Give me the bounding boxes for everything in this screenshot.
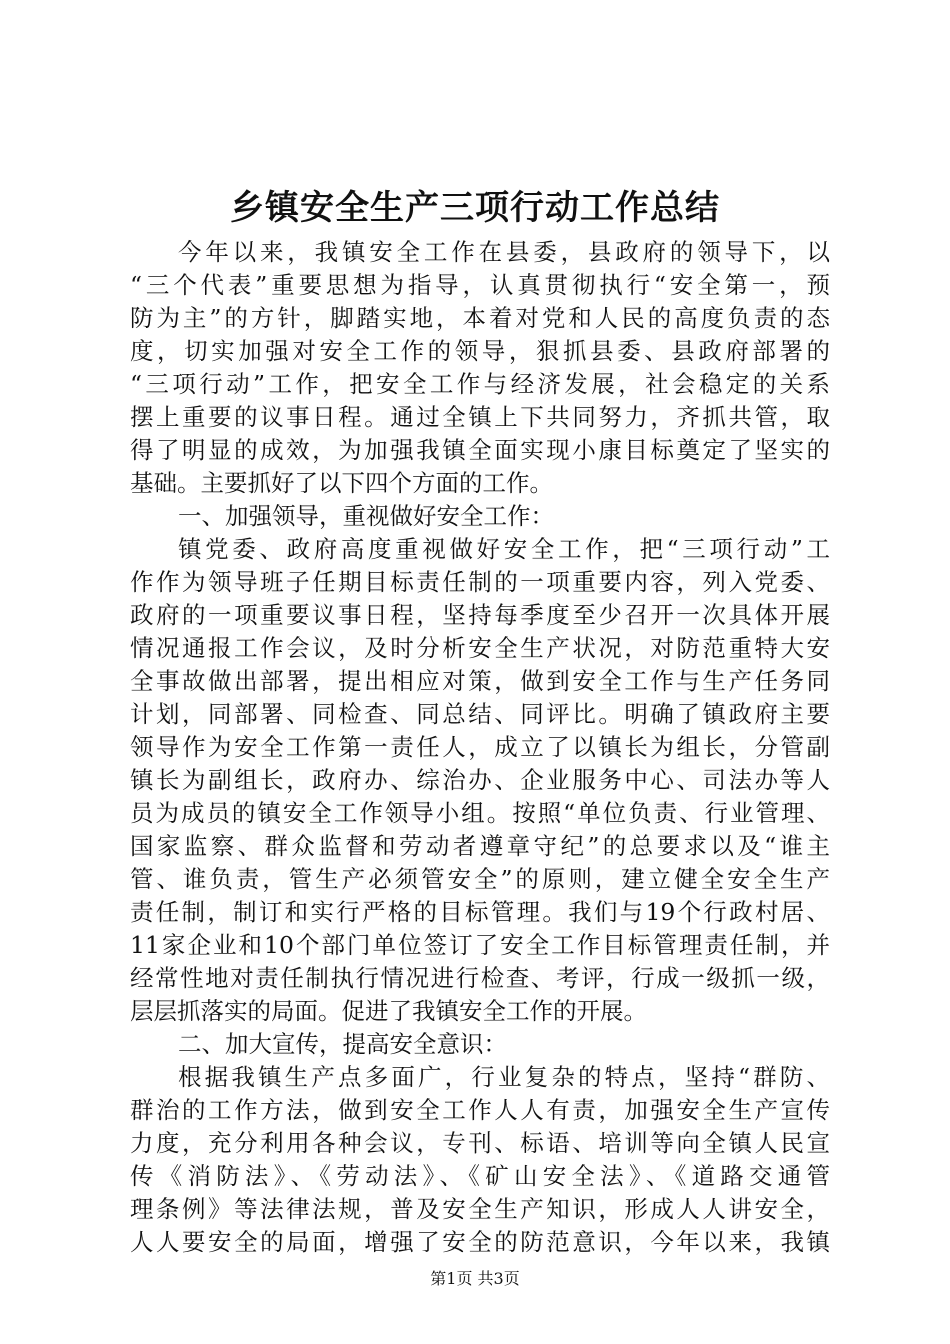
text-line: 国家监察、群众监督和劳动者遵章守纪”的总要求以及“谁主 [130,832,830,860]
text-line: 全事故做出部署，提出相应对策，做到安全工作与生产任务同 [130,667,830,695]
text-line: 根据我镇生产点多面广，行业复杂的特点，坚持“群防、 [178,1063,830,1091]
text-line: 层层抓落实的局面。促进了我镇安全工作的开展。 [130,997,647,1025]
section-heading: 二、加大宣传，提高安全意识： [178,1030,507,1058]
text-line: 得了明显的成效，为加强我镇全面实现小康目标奠定了坚实的 [130,436,830,464]
text-line: 理条例》等法律法规，普及安全生产知识，形成人人讲安全， [130,1195,830,1223]
text-line: 度，切实加强对安全工作的领导，狠抓县委、县政府部署的 [130,337,830,365]
text-line: 镇长为副组长，政府办、综治办、企业服务中心、司法办等人 [130,766,830,794]
text-line: 传《消防法》、《劳动法》、《矿山安全法》、《道路交通管 [130,1162,830,1190]
text-line: “三项行动”工作，把安全工作与经济发展，社会稳定的关系 [130,370,830,398]
text-line: 群治的工作方法，做到安全工作人人有责，加强安全生产宣传 [130,1096,830,1124]
text-line: 防为主”的方针，脚踏实地，本着对党和人民的高度负责的态 [130,304,830,332]
text-line: 政府的一项重要议事日程，坚持每季度至少召开一次具体开展 [130,601,830,629]
page-footer: 第1页 共3页 [430,1269,520,1288]
text-line: 领导作为安全工作第一责任人，成立了以镇长为组长，分管副 [130,733,830,761]
text-line: 力度，充分利用各种会议，专刊、标语、培训等向全镇人民宣 [130,1129,830,1157]
document-title: 乡镇安全生产三项行动工作总结 [230,188,720,228]
text-line: “三个代表”重要思想为指导，认真贯彻执行“安全第一，预 [130,271,830,299]
text-line: 人人要安全的局面，增强了安全的防范意识，今年以来，我镇 [130,1228,830,1256]
text-line: 摆上重要的议事日程。通过全镇上下共同努力，齐抓共管，取 [130,403,830,431]
section-heading: 一、加强领导，重视做好安全工作： [178,502,554,530]
text-line: 员为成员的镇安全工作领导小组。按照“单位负责、行业管理、 [130,799,830,827]
text-line: 作作为领导班子任期目标责任制的一项重要内容，列入党委、 [130,568,830,596]
text-line: 计划，同部署、同检查、同总结、同评比。明确了镇政府主要 [130,700,830,728]
text-line: 基础。主要抓好了以下四个方面的工作。 [130,469,553,497]
text-line: 管、谁负责，管生产必须管安全”的原则，建立健全安全生产 [130,865,830,893]
text-line: 镇党委、政府高度重视做好安全工作，把“三项行动”工 [178,535,830,563]
text-line: 11家企业和10个部门单位签订了安全工作目标管理责任制，并 [130,931,830,959]
text-line: 责任制，制订和实行严格的目标管理。我们与19个行政村居、 [130,898,830,926]
text-line: 经常性地对责任制执行情况进行检查、考评，行成一级抓一级， [130,964,830,992]
text-line: 今年以来，我镇安全工作在县委，县政府的领导下，以 [178,238,830,266]
text-line: 情况通报工作会议，及时分析安全生产状况，对防范重特大安 [130,634,830,662]
